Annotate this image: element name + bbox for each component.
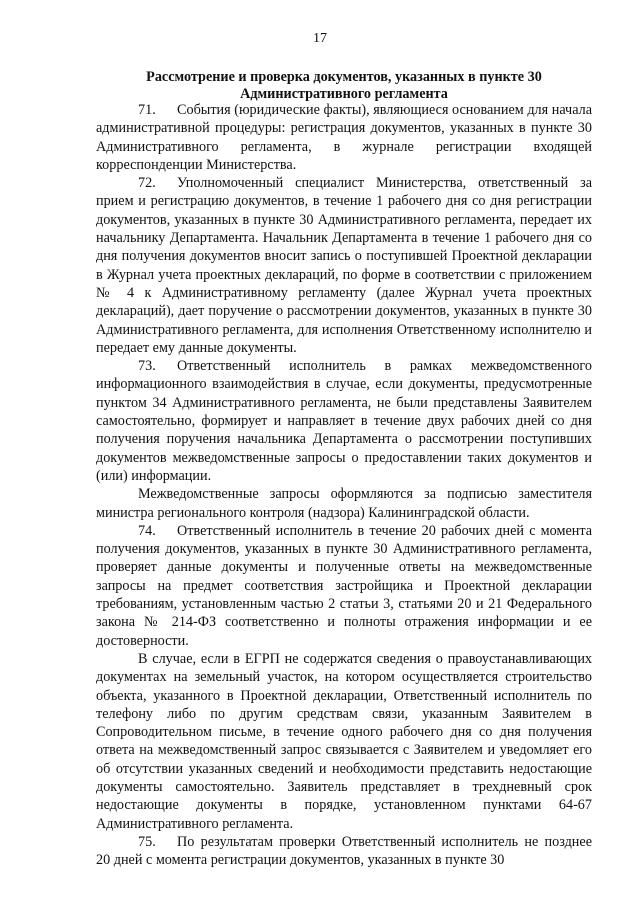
paragraph-number: 71. [138, 102, 156, 118]
paragraph-text: Ответственный исполнитель в течение 20 рабочих дней с момента получения документов, указанных в пункте 30 Административного регламента, проверяет данные документы и полученные ответы на межведомственные запросы на предмет соответствия застройщика и Проектной декларации требованиям, установленным частью 2 статьи 3, статьями 20 и 21 Федерального закона № 214-ФЗ соответственно и полноты отражения информации и ее достоверности. [96, 522, 592, 649]
paragraph-75 [96, 833, 592, 870]
document-body [96, 101, 592, 869]
paragraph-text: По результатам проверки Ответственный исполнитель не позднее 20 дней с момента регистрации документов, указанных в пункте 30 [96, 833, 592, 869]
paragraph-text: Ответственный исполнитель в рамках межведомственного информационного взаимодействия в случае, если документы, предусмотренные пунктом 34 Административного регламента, не были представлены Заявителем самостоятельно, формирует и направляет в течение двух рабочих дней со дня получения поручения начальника Департамента о рассмотрении поступивших документов межведомственные запросы о предоставлении таких документов и (или) информации. [96, 358, 592, 484]
paragraph-text: Уполномоченный специалист Министерства, ответственный за прием и регистрацию документов, в течение 1 рабочего дня со дня регистрации документов, указанных в пункте 30 Административного регламента, передает их начальнику Департамента. Начальник Департамента в течение 1 рабочего дня со дня получения документов вносит запись о поступившей Проектной декларации в Журнал учета проектных деклараций, по форме в соответствии с приложением № 4 к Административному регламенту (далее Журнал учета проектных деклараций), дает поручение о рассмотрении документов, указанных в пункте 30 Административного регламента, для исполнения Ответственному исполнителю и передает ему данные документы. [96, 175, 592, 356]
page-number: 17 [313, 31, 327, 46]
paragraph-text: В случае, если в ЕГРП не содержатся сведения о правоустанавливающих документах на земельный участок, на котором осуществляется строительство объекта, указанного в Проектной декларации, Ответственный исполнитель по телефону либо по другим средствам связи, указанным Заявителем в Сопроводительном письме, в течение одного рабочего дня со дня получения ответа на межведомственный запрос связывается с Заявителем и уведомляет его об отсутствии указанных сведений и необходимости представить недостающие документы самостоятельно. Заявитель представляет в трехдневный срок недостающие документы в порядке, установленном пунктами 64-67 Административного регламента. [96, 650, 592, 832]
paragraph-73 [96, 357, 592, 485]
paragraph-number: 72. [138, 175, 156, 192]
paragraph-number: 75. [138, 833, 156, 850]
paragraph-text: События (юридические факты), являющиеся основанием для начала административной процедуры: регистрация документов, указанных в пункте 30 Административного регламента, в журнале регистрации входящей корреспонденции Министерства. [96, 102, 592, 173]
section-heading-line-1: Рассмотрение и проверка документов, указанных в пункте 30 [146, 69, 542, 85]
paragraph-74-continuation [96, 650, 592, 833]
paragraph-71 [96, 101, 592, 174]
paragraph-number: 74. [138, 522, 156, 539]
paragraph-72 [96, 174, 592, 357]
section-heading [96, 69, 592, 103]
paragraph-text: Межведомственные запросы оформляются за подписью заместителя министра регионального контроля (надзора) Калининградской области. [96, 486, 592, 521]
paragraph-number: 73. [138, 358, 156, 375]
section-heading-line-2: Административного регламента [240, 86, 448, 102]
paragraph-74 [96, 522, 592, 650]
paragraph-73-continuation [96, 485, 592, 522]
